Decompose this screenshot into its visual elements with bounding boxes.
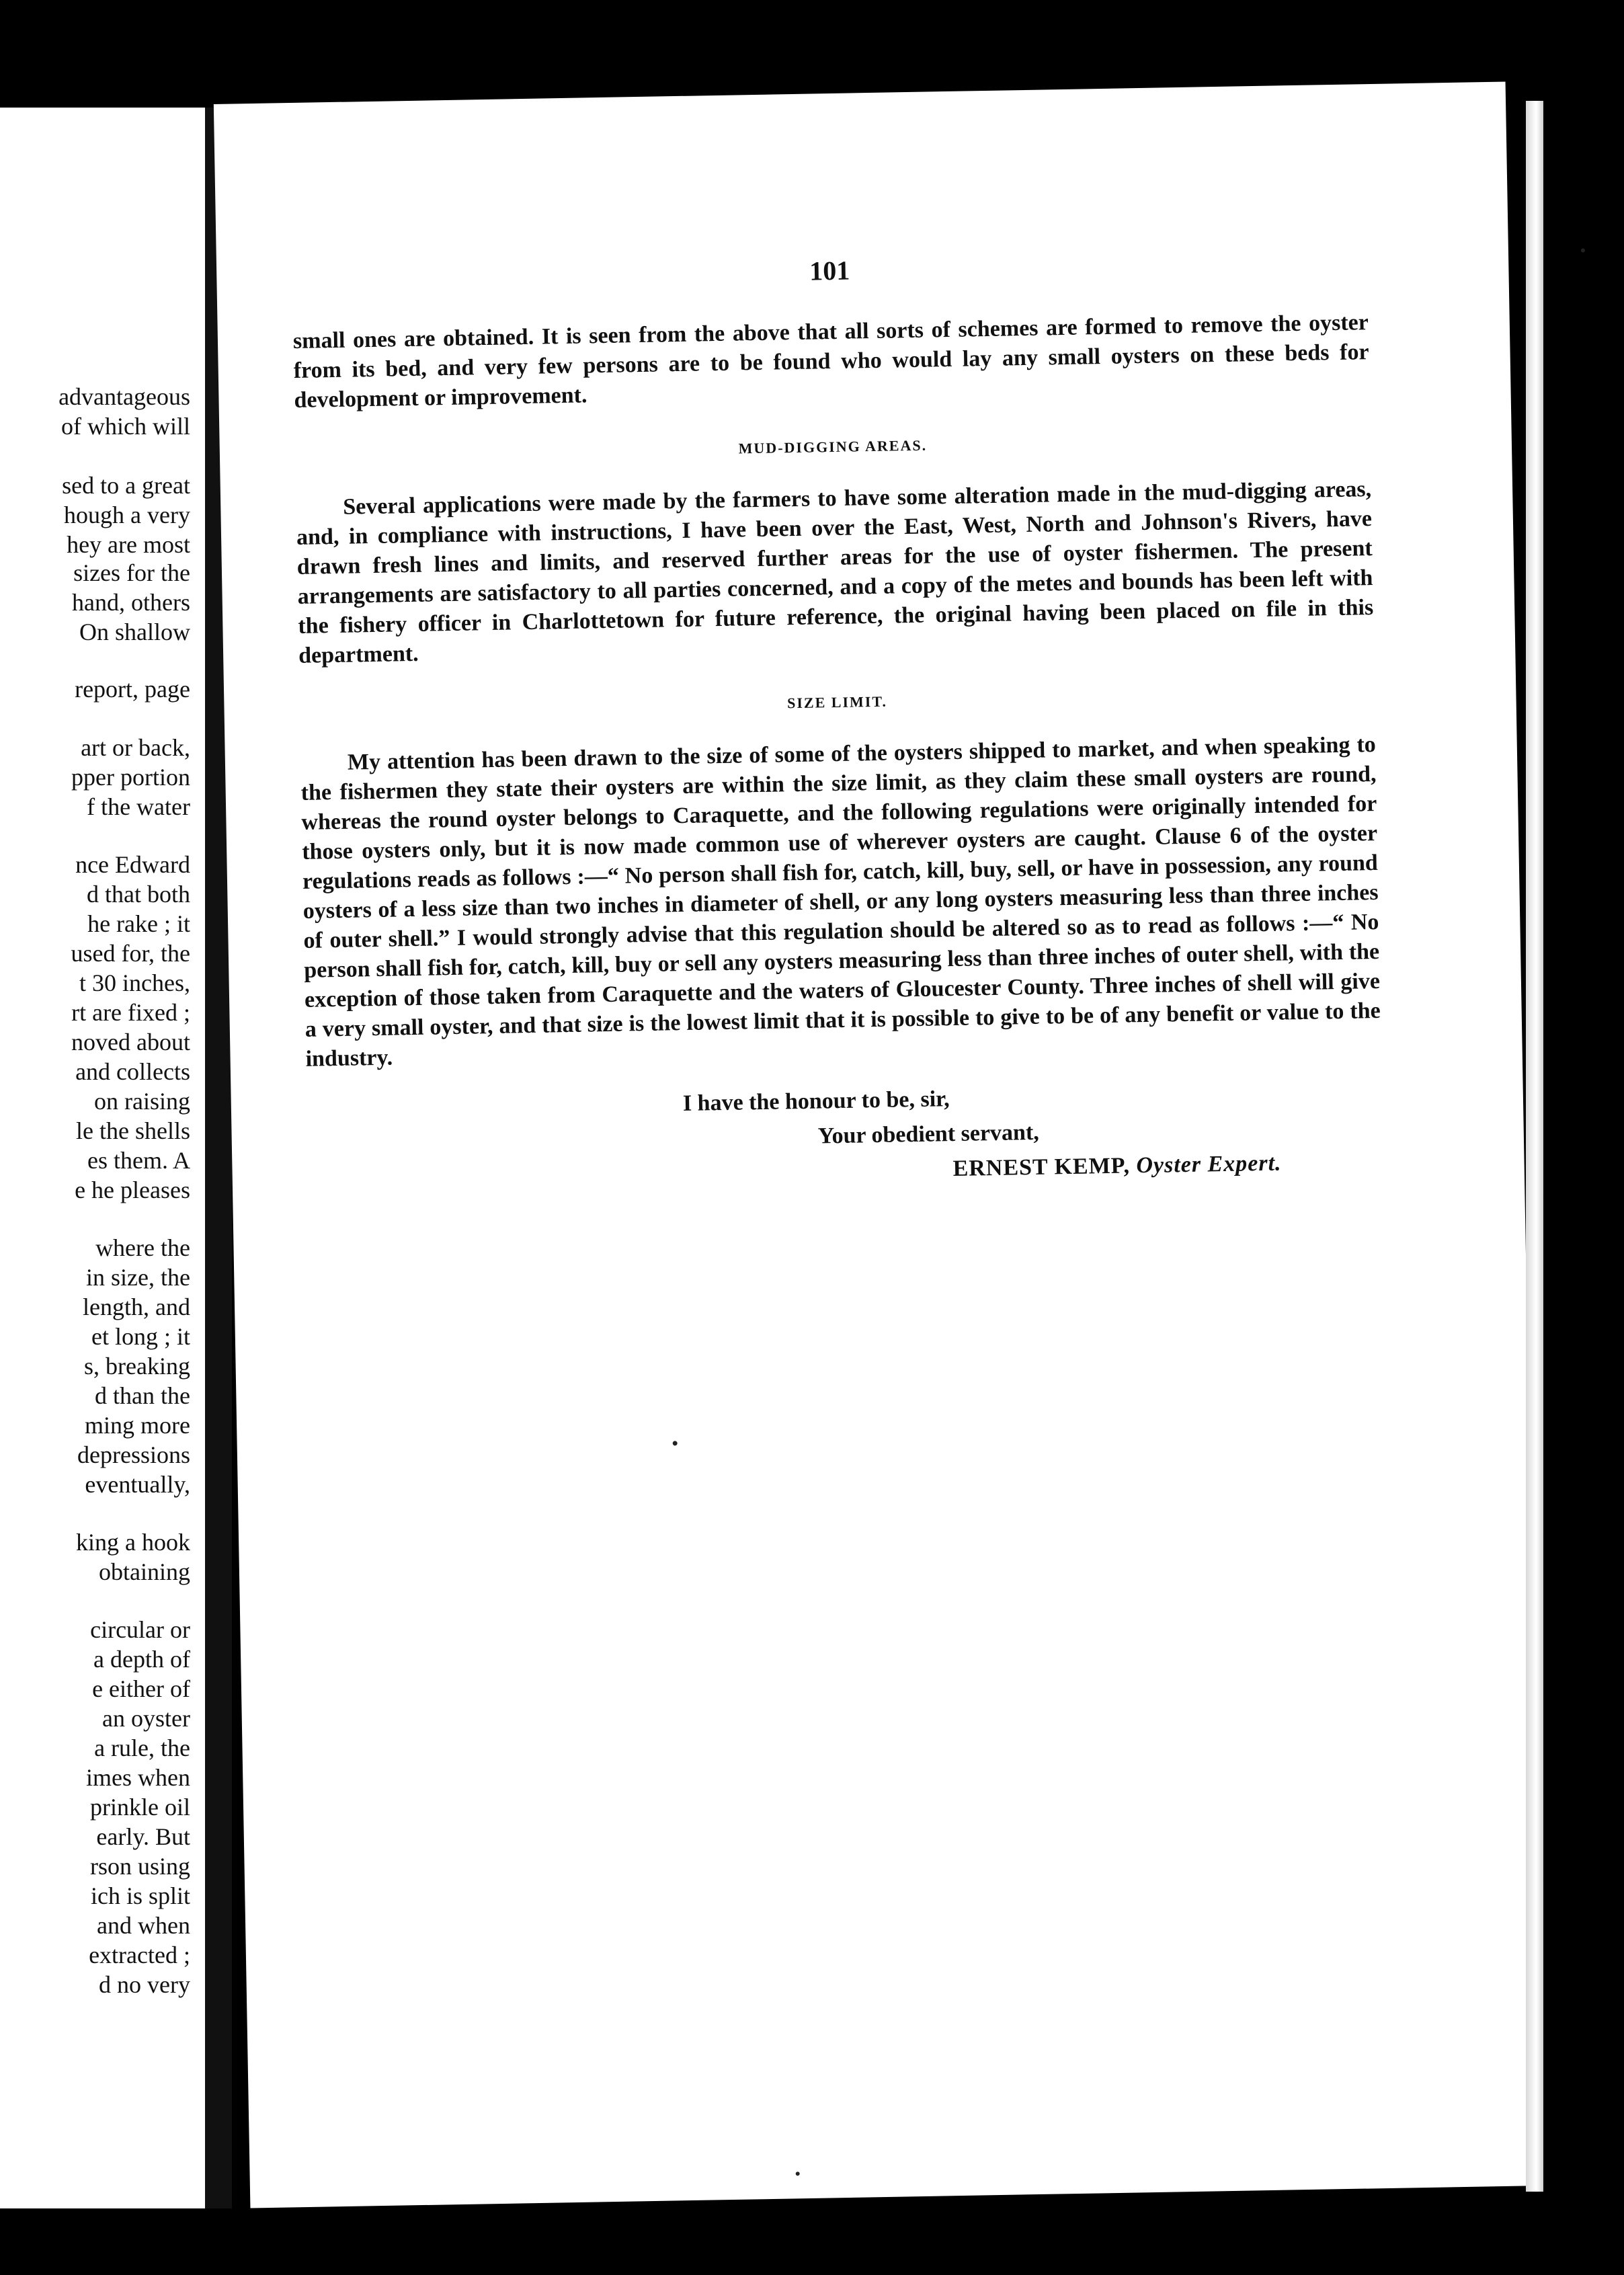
left-page-line: pper portion [71,764,190,791]
left-page-line: d than the [95,1382,190,1409]
left-page-line: f the water [87,793,190,820]
left-page-line: obtaining [99,1558,190,1585]
left-page-line: t 30 inches, [79,969,190,996]
left-page-line: king a hook [76,1529,190,1556]
left-page-line: circular or [90,1616,190,1643]
left-page-line: d that both [87,881,190,908]
left-page-line: extracted ; [89,1942,190,1968]
left-page-line: report, page [75,676,190,703]
left-page-line: On shallow [79,618,190,645]
closing-servant-line: Your obedient servant, [817,1119,1040,1149]
left-page-line: ming more [85,1412,190,1439]
left-page-line: eventually, [85,1471,190,1498]
mud-digging-paragraph: Several applications were made by the farmers to have some alteration made in the mud-digging areas, and, in compliance with instructions, I have been over the East, West, North and Johnson's Rivers, have drawn fresh lines and limits, and reserved further areas for the use of oyster fishermen. The present arrangements are satisfactory to all parties concerned, and a copy of the metes and bounds has been left with the fishery officer in Charlottetown for future reference, the original having been placed on file in this department. [296,477,1374,668]
size-limit-paragraph: My attention has been drawn to the size of some of the oysters shipped to market, and when speaking to the fishermen they state their oysters are within the size limit, as they claim these small oysters are round, whereas the round oyster belongs to Caraquette, and the following regulations were originally intended for those oysters only, but it is now made common use of wherever oysters are caught. Clause 6 of the oyster regulations reads as follows :—“ No person shall fish for, catch, kill, buy, sell, or have in possession, any round oysters of a less size than two inches in diameter of shell, or any long oysters measuring less than three inches of outer shell.” I would strongly advise that this regulation should be altered so as to read as follows :—“ No person shall fish for, catch, kill, buy or sell any oysters measuring less than three inches of outer shell, with the exception of those taken from Caraquette and the waters of Gloucester County. Three inches of shell will give a very small oyster, and that size is the lowest limit that it is possible to give to be of any benefit or value to the industry. [300,731,1381,1072]
left-page-line: hey are most [67,531,190,558]
left-page-line: e either of [92,1675,190,1702]
left-page-line: and when [97,1912,190,1939]
signature-name: ERNEST KEMP, [952,1153,1131,1182]
closing-honour-line: I have the honour to be, sir, [682,1086,950,1117]
paper-speck [1581,248,1585,252]
left-page-line: an oyster [102,1705,190,1732]
left-page-line: hough a very [64,502,190,528]
left-page-line: s, breaking [84,1353,190,1380]
heading-mud-digging-areas: MUD-DIGGING AREAS. [738,436,928,457]
left-page-line: noved about [71,1029,190,1055]
left-page-line: d no very [99,1971,190,1998]
paper-speck [673,1441,678,1445]
left-page-line: rson using [89,1853,190,1880]
paper-speck [796,2171,800,2176]
left-page-line: art or back, [81,734,190,761]
left-page-line: length, and [83,1293,190,1320]
signature-title: Oyster Expert. [1136,1150,1282,1179]
left-page-line: et long ; it [91,1323,190,1350]
page-number: 101 [809,255,850,286]
page-content [292,245,1383,1198]
left-page-line: depressions [77,1441,190,1468]
left-page-line: of which will [61,413,190,440]
left-page-line: used for, the [71,940,190,967]
left-page-line: ich is split [90,1882,190,1909]
left-page-line: in size, the [86,1264,190,1291]
left-page-line: he rake ; it [87,910,190,937]
left-page-line: sed to a great [62,472,190,499]
right-page [214,81,1542,2208]
left-page-line: and collects [75,1058,190,1085]
left-facing-page [0,108,205,2208]
left-page-line: where the [95,1234,190,1261]
left-page-line: prinkle oil [90,1794,190,1821]
page-edge [1526,101,1543,2192]
left-page-line: imes when [86,1764,190,1791]
left-page-line: rt are fixed ; [71,999,190,1026]
letter-closing [307,1074,1383,1198]
left-page-line: e he pleases [75,1176,190,1203]
left-page-line: a depth of [93,1646,190,1673]
left-page-line: hand, others [72,589,190,616]
left-page-line: early. But [96,1823,190,1850]
left-page-line: le the shells [76,1117,190,1144]
opening-paragraph: small ones are obtained. It is seen from the above that all sorts of schemes are formed to remove the oyster from its bed, and very few persons are to be found who would lay any small oysters on these beds for development or improvement. [292,310,1369,413]
left-page-line: es them. A [87,1147,190,1174]
left-page-line: a rule, the [94,1734,190,1761]
left-page-line: sizes for the [73,559,190,586]
left-page-line: advantageous [58,383,190,410]
left-page-line: nce Edward [75,851,190,878]
heading-size-limit: SIZE LIMIT. [786,692,888,712]
left-page-line: on raising [94,1088,190,1115]
